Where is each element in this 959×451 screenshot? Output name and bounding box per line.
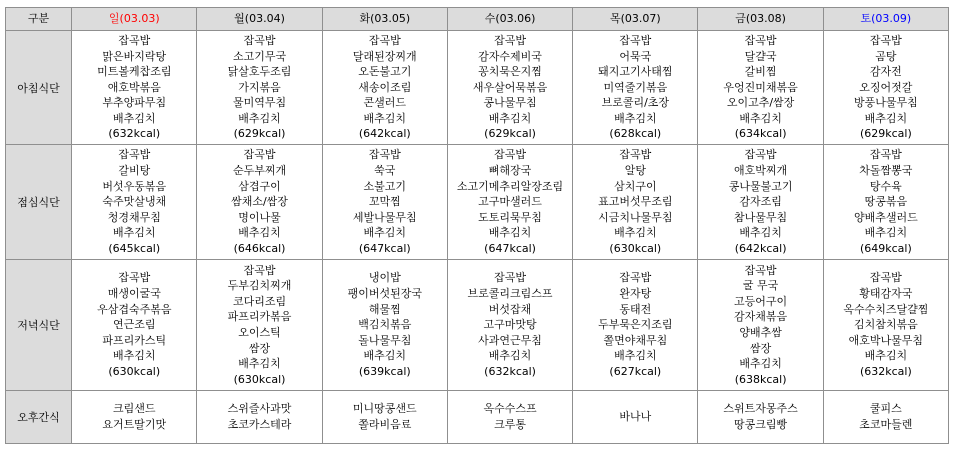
- menu-item: 브로콜리/초장: [601, 96, 670, 110]
- meal-label: 점심식단: [6, 145, 72, 260]
- menu-item: 배추김치: [488, 349, 532, 363]
- menu-cell: [573, 145, 698, 260]
- menu-item: 배추김치: [113, 111, 156, 125]
- menu-item: 쌈채소/쌈장: [231, 195, 288, 209]
- menu-cell: [197, 391, 322, 444]
- menu-item: (629kcal): [233, 127, 286, 141]
- menu-item: 배추김치: [363, 226, 407, 240]
- menu-item: 잡곡밥: [619, 271, 652, 285]
- menu-item: 배추김치: [864, 111, 908, 125]
- menu-item: 잡곡밥: [243, 33, 276, 47]
- menu-item: 연근조림: [113, 318, 156, 332]
- menu-item: 두부김치찌개: [227, 279, 292, 293]
- menu-item: 잡곡밥: [744, 148, 777, 162]
- menu-cell: [823, 31, 948, 145]
- menu-item: 크루통: [494, 418, 526, 431]
- day-header: 목(03.07): [573, 8, 698, 31]
- menu-item: 청경채무침: [107, 210, 161, 224]
- menu-item: 쌈장: [749, 341, 772, 355]
- menu-item: 사과연근무침: [478, 333, 542, 347]
- menu-item: 소고기메추리알장조림: [456, 179, 564, 193]
- menu-item: 잡곡밥: [243, 263, 276, 277]
- menu-item: 도토리묵무침: [478, 210, 542, 224]
- menu-item: 어묵국: [619, 49, 652, 63]
- menu-item: 두부묵은지조림: [598, 318, 673, 332]
- menu-item: 콩나물불고기: [728, 179, 793, 193]
- menu-item: 요거트딸기맛: [102, 418, 167, 431]
- menu-cell: [823, 145, 948, 260]
- menu-item: 버섯잡채: [488, 302, 532, 316]
- menu-item: 배추김치: [614, 111, 657, 125]
- menu-cell: [72, 260, 197, 391]
- menu-item: 순두부찌개: [232, 164, 287, 178]
- menu-item: 배추김치: [488, 226, 532, 240]
- menu-item: 잡곡밥: [619, 148, 652, 162]
- menu-cell: [698, 260, 823, 391]
- menu-cell: [322, 260, 447, 391]
- snack-row: [6, 391, 949, 444]
- menu-item: 배추김치: [739, 111, 782, 125]
- menu-item: (642kcal): [358, 127, 411, 141]
- menu-item: 삼치구이: [614, 179, 657, 193]
- menu-item: 쑥국: [374, 164, 396, 178]
- menu-item: 오징어젓갈: [859, 80, 913, 94]
- day-header: 토(03.09): [823, 8, 948, 31]
- menu-item: 쫄라비음료: [358, 418, 412, 431]
- menu-cell: [698, 391, 823, 444]
- menu-item: (646kcal): [233, 241, 286, 255]
- menu-item: 동태전: [619, 302, 652, 316]
- menu-item: 맑은바지락탕: [102, 49, 167, 63]
- menu-item: 배추김치: [614, 226, 657, 240]
- menu-item: 코다리조림: [232, 294, 287, 308]
- menu-item: (632kcal): [859, 364, 912, 378]
- menu-cell: [322, 391, 447, 444]
- menu-item: 파프리카볶음: [227, 310, 292, 324]
- menu-cell: [447, 31, 572, 145]
- menu-item: 초코카스테라: [227, 418, 292, 431]
- menu-cell: [197, 31, 322, 145]
- menu-item: 땅콩크림빵: [734, 418, 788, 431]
- menu-item: 냉이밥: [368, 271, 401, 285]
- menu-item: 감자채볶음: [734, 310, 788, 324]
- menu-item: 잡곡밥: [494, 271, 526, 285]
- menu-item: 잡곡밥: [869, 271, 902, 285]
- menu-item: 미역줄기볶음: [603, 80, 668, 94]
- menu-item: 애호박나물무침: [848, 333, 924, 347]
- menu-cell: [447, 260, 572, 391]
- menu-item: 닭살호두조림: [227, 65, 292, 79]
- menu-item: 콘샐러드: [363, 96, 407, 110]
- lunch-row: [6, 145, 949, 260]
- menu-cell: [447, 391, 572, 444]
- menu-item: 뼈해장국: [488, 164, 532, 178]
- menu-item: 버섯우동볶음: [102, 179, 167, 193]
- menu-item: 갈비탕: [118, 164, 151, 178]
- menu-item: 잡곡밥: [869, 148, 902, 162]
- menu-item: (645kcal): [108, 241, 161, 255]
- menu-item: (642kcal): [734, 241, 787, 255]
- menu-item: 삼겹구이: [238, 179, 281, 193]
- menu-item: 소불고기: [363, 179, 407, 193]
- menu-item: 바나나: [619, 410, 652, 424]
- menu-item: 콩나물무침: [483, 96, 537, 110]
- menu-item: 우삼겹숙주볶음: [97, 302, 172, 316]
- menu-item: 고구마샐러드: [478, 195, 542, 209]
- menu-item: 크림샌드: [113, 402, 156, 416]
- menu-item: 애호박볶음: [107, 80, 161, 94]
- menu-item: 배추김치: [238, 111, 281, 125]
- menu-item: (639kcal): [358, 364, 411, 378]
- menu-item: 가지볶음: [238, 80, 281, 94]
- menu-item: 잡곡밥: [243, 148, 276, 162]
- menu-item: 돌나물무침: [358, 333, 412, 347]
- menu-item: 물미역무침: [232, 96, 287, 110]
- menu-cell: [573, 260, 698, 391]
- menu-item: 쿨피스: [869, 402, 902, 416]
- menu-cell: [573, 31, 698, 145]
- day-header: 금(03.08): [698, 8, 823, 31]
- menu-item: 잡곡밥: [368, 33, 401, 47]
- meal-label: 아침식단: [6, 31, 72, 145]
- menu-item: 완자탕: [619, 287, 652, 301]
- menu-cell: [698, 145, 823, 260]
- menu-cell: [823, 260, 948, 391]
- day-header: 일(03.03): [72, 8, 197, 31]
- menu-item: 감자전: [869, 65, 902, 79]
- category-header: 구분: [6, 8, 72, 31]
- menu-item: 명이나물: [238, 210, 281, 224]
- menu-cell: [72, 31, 197, 145]
- menu-item: 해물찜: [368, 302, 401, 316]
- menu-item: 달걀국: [744, 49, 777, 63]
- menu-item: 잡곡밥: [619, 33, 652, 47]
- menu-cell: [72, 391, 197, 444]
- menu-item: 배추김치: [238, 357, 281, 371]
- menu-item: (647kcal): [358, 241, 411, 255]
- menu-item: 꽁치묵은지찜: [478, 65, 542, 79]
- menu-item: 잡곡밥: [869, 33, 902, 47]
- day-header: 화(03.05): [322, 8, 447, 31]
- menu-item: 고등어구이: [734, 294, 788, 308]
- menu-item: 배추김치: [739, 357, 782, 371]
- menu-item: 황태감자국: [859, 287, 913, 301]
- menu-item: 배추김치: [113, 226, 156, 240]
- menu-item: 스위즐사과맛: [227, 402, 292, 416]
- menu-item: 옥수수치즈달걀찜: [843, 302, 929, 316]
- menu-item: 배추김치: [488, 111, 532, 125]
- menu-item: 표고버섯무조림: [598, 195, 673, 209]
- menu-item: 미니땅콩샌드: [352, 402, 417, 416]
- menu-item: 감자조림: [739, 195, 782, 209]
- dinner-row: [6, 260, 949, 391]
- menu-item: 백김치볶음: [358, 318, 412, 332]
- menu-item: 오돈불고기: [358, 65, 412, 79]
- menu-item: 감자수제비국: [478, 49, 542, 63]
- menu-item: (630kcal): [108, 364, 161, 378]
- menu-cell: [823, 391, 948, 444]
- menu-item: 배추김치: [363, 111, 407, 125]
- menu-item: 배추김치: [864, 349, 908, 363]
- menu-item: 오이고추/쌈장: [726, 96, 795, 110]
- meal-label: 저녁식단: [6, 260, 72, 391]
- menu-item: 꼬막찜: [368, 195, 401, 209]
- menu-item: 고구마맛탕: [483, 318, 537, 332]
- menu-item: 배추김치: [113, 349, 156, 363]
- menu-item: 숙주맛살냉채: [102, 195, 167, 209]
- menu-item: (630kcal): [609, 241, 662, 255]
- menu-item: 브로콜리크림스프: [467, 287, 553, 301]
- menu-cell: [447, 145, 572, 260]
- menu-item: 오이스틱: [238, 326, 281, 339]
- day-header: 월(03.04): [197, 8, 322, 31]
- menu-item: 잡곡밥: [744, 263, 777, 277]
- menu-item: 배추김치: [864, 226, 908, 240]
- menu-item: (630kcal): [233, 372, 286, 386]
- menu-item: 소고기무국: [232, 49, 287, 63]
- menu-item: (632kcal): [484, 364, 536, 378]
- menu-item: 미트볼케찹조림: [97, 65, 172, 79]
- menu-item: 알탕: [624, 164, 646, 178]
- menu-item: 잡곡밥: [494, 33, 526, 47]
- menu-item: 땅콩볶음: [864, 195, 908, 209]
- menu-item: 잡곡밥: [744, 33, 777, 47]
- menu-item: 굴 무국: [742, 279, 779, 293]
- weekly-meal-table: [5, 7, 949, 444]
- menu-item: 양배추쌈: [739, 326, 782, 339]
- menu-item: 쫄면야채무침: [603, 333, 668, 347]
- menu-item: 탕수육: [869, 179, 902, 193]
- menu-item: 세발나물무침: [352, 210, 417, 224]
- menu-item: 잡곡밥: [494, 148, 526, 162]
- menu-item: 우엉진미채볶음: [723, 80, 798, 94]
- menu-item: 애호박찌개: [734, 164, 788, 178]
- header-row: [6, 8, 949, 31]
- menu-item: (632kcal): [108, 127, 161, 141]
- menu-cell: [698, 31, 823, 145]
- menu-item: 돼지고기사태찜: [598, 65, 673, 79]
- menu-item: (627kcal): [609, 364, 662, 378]
- menu-item: 양배추샐러드: [853, 210, 918, 224]
- menu-item: (629kcal): [484, 127, 536, 141]
- menu-item: 배추김치: [614, 349, 657, 363]
- menu-item: 차돌짬뽕국: [859, 164, 913, 178]
- menu-item: 김치참치볶음: [853, 318, 918, 332]
- menu-item: (634kcal): [734, 127, 787, 141]
- menu-item: (629kcal): [859, 127, 912, 141]
- menu-item: 참나물무침: [734, 210, 788, 224]
- menu-item: 파프리카스틱: [102, 333, 167, 347]
- menu-item: 팽이버섯된장국: [347, 287, 422, 301]
- menu-item: 방풍나물무침: [853, 96, 918, 110]
- menu-item: (647kcal): [484, 241, 536, 255]
- menu-item: 새송이조림: [358, 80, 412, 94]
- meal-label: 오후간식: [6, 391, 72, 444]
- menu-cell: [197, 260, 322, 391]
- menu-item: 매생이굴국: [107, 287, 161, 301]
- menu-item: (649kcal): [859, 241, 912, 255]
- breakfast-row: [6, 31, 949, 145]
- menu-item: (628kcal): [609, 127, 662, 141]
- menu-item: 잡곡밥: [118, 271, 151, 285]
- menu-item: 잡곡밥: [118, 148, 151, 162]
- menu-item: 갈비찜: [744, 65, 777, 79]
- menu-cell: [322, 31, 447, 145]
- day-header: 수(03.06): [447, 8, 572, 31]
- menu-item: 배추김치: [739, 226, 782, 240]
- menu-item: 배추김치: [363, 349, 407, 363]
- menu-item: 부추양파무침: [102, 96, 167, 110]
- menu-cell: [573, 391, 698, 444]
- menu-item: 새우살어묵볶음: [472, 80, 548, 94]
- menu-item: 옥수수스프: [483, 402, 537, 416]
- menu-cell: [72, 145, 197, 260]
- menu-item: 쌈장: [248, 341, 271, 355]
- menu-cell: [322, 145, 447, 260]
- menu-item: 잡곡밥: [368, 148, 401, 162]
- menu-item: 달래된장찌개: [352, 49, 417, 63]
- menu-item: 스위트자몽주스: [723, 402, 798, 416]
- menu-item: 잡곡밥: [118, 33, 151, 47]
- menu-item: 배추김치: [238, 226, 281, 240]
- menu-cell: [197, 145, 322, 260]
- menu-item: 초코마들렌: [859, 418, 913, 431]
- menu-item: 곰탕: [875, 49, 897, 63]
- menu-item: 시금치나물무침: [598, 210, 673, 224]
- menu-item: (638kcal): [734, 372, 787, 386]
